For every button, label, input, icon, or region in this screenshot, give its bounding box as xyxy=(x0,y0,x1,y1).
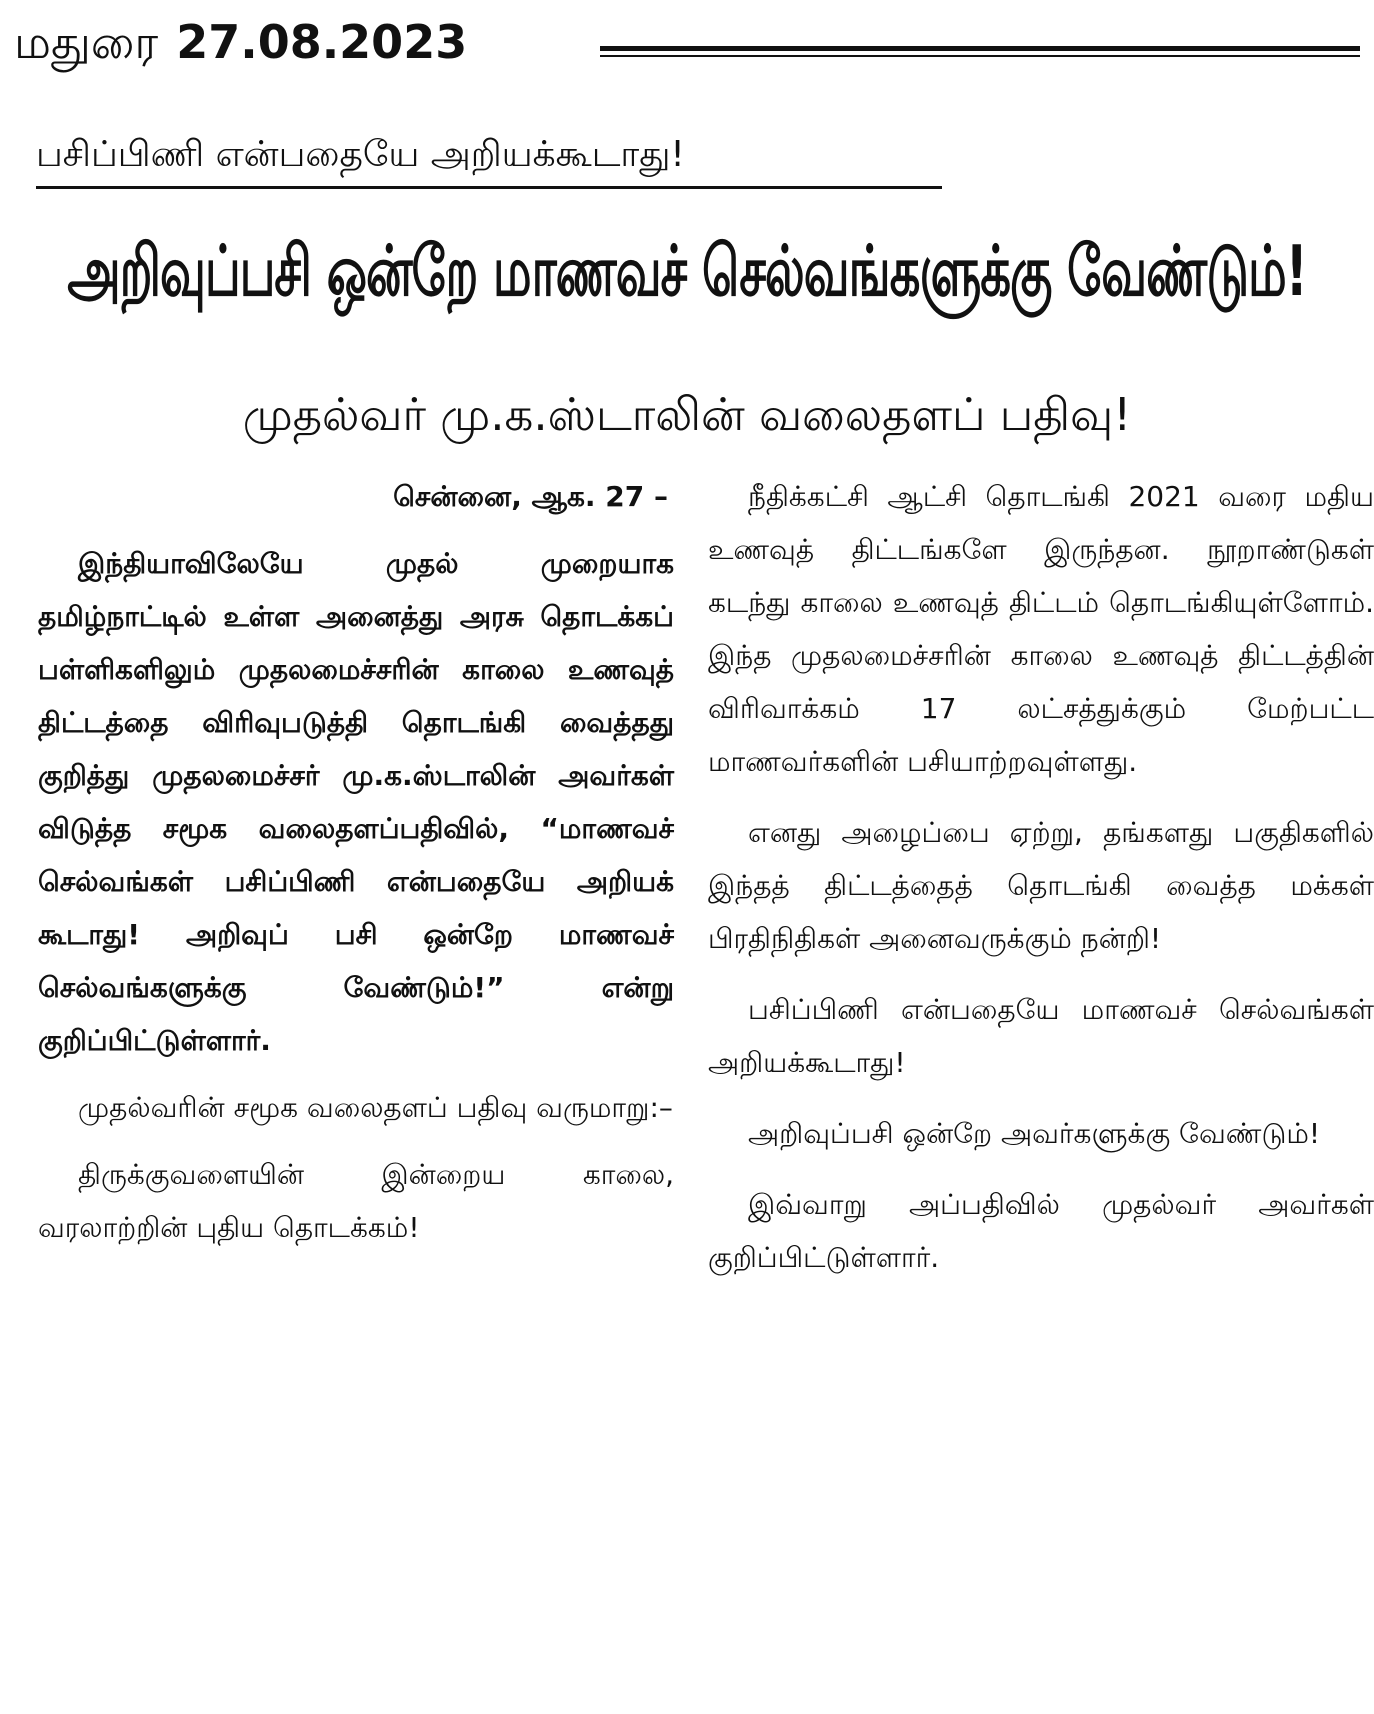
article-paragraph: நீதிக்கட்சி ஆட்சி தொடங்கி 2021 வரை மதிய உணவுத் திட்டங்களே இருந்தன. நூறாண்டுகள் கடந்து காலை உணவுத் திட்டம் தொடங்கியுள்ளோம். இந்த முதலமைச்சரின் காலை உணவுத் திட்டத்தின் விரிவாக்கம் 17 லட்சத்துக்கும் மேற்பட்ட மாணவர்களின் பசியாற்றவுள்ளது. xyxy=(708,480,1374,778)
masthead xyxy=(14,8,1360,78)
article-paragraph: திருக்குவளையின் இன்றைய காலை, வரலாற்றின் புதிய தொடக்கம்! xyxy=(38,1158,674,1244)
article-paragraph: அறிவுப்பசி ஒன்றே அவர்களுக்கு வேண்டும்! xyxy=(748,1117,1321,1150)
article-paragraph: இந்தியாவிலேயே முதல் முறையாக தமிழ்நாட்டில் உள்ள அனைத்து அரசு தொடக்கப் பள்ளிகளிலும் முதலமைச்சரின் காலை உணவுத் திட்டத்தை விரிவுபடுத்தி தொடங்கி வைத்தது குறித்து முதலமைச்சர் மு.க.ஸ்டாலின் அவர்கள் விடுத்த சமூக வலைதளப்பதிவில், “மாணவச் செல்வங்கள் பசிப்பிணி என்பதையே அறியக் கூடாது! அறிவுப் பசி ஒன்றே மாணவச் செல்வங்களுக்கு வேண்டும்!” என்று குறிப்பிட்டுள்ளார். xyxy=(38,547,674,1057)
masthead-date: 27.08.2023 xyxy=(176,15,468,69)
article-column-left xyxy=(38,470,674,1254)
article-subhead: முதல்வர் மு.க.ஸ்டாலின் வலைதளப் பதிவு! xyxy=(242,388,1132,441)
masthead-city: மதுரை xyxy=(14,15,159,69)
masthead-rule-thick xyxy=(600,46,1360,51)
article-kicker: பசிப்பிணி என்பதையே அறியக்கூடாது! xyxy=(36,134,685,175)
article-paragraph: எனது அழைப்பை ஏற்று, தங்களது பகுதிகளில் இந்தத் திட்டத்தைத் தொடங்கி வைத்த மக்கள் பிரதிநிதிகள் அனைவருக்கும் நன்றி! xyxy=(708,816,1374,955)
masthead-dateline xyxy=(14,14,467,70)
article-paragraph: முதல்வரின் சமூக வலைதளப் பதிவு வருமாறு:– xyxy=(78,1091,673,1124)
masthead-rule-thin xyxy=(600,55,1360,57)
article-paragraph: பசிப்பிணி என்பதையே மாணவச் செல்வங்கள் அறியக்கூடாது! xyxy=(708,993,1374,1079)
kicker-underline xyxy=(36,186,942,189)
article-column-right xyxy=(708,470,1374,1284)
article-headline: அறிவுப்பசி ஒன்றே மாணவச் செல்வங்களுக்கு வேண்டும்! xyxy=(67,231,1307,313)
article-dateline: சென்னை, ஆக. 27 – xyxy=(393,480,668,513)
article-paragraph: இவ்வாறு அப்பதிவில் முதல்வர் அவர்கள் குறிப்பிட்டுள்ளார். xyxy=(708,1188,1374,1274)
